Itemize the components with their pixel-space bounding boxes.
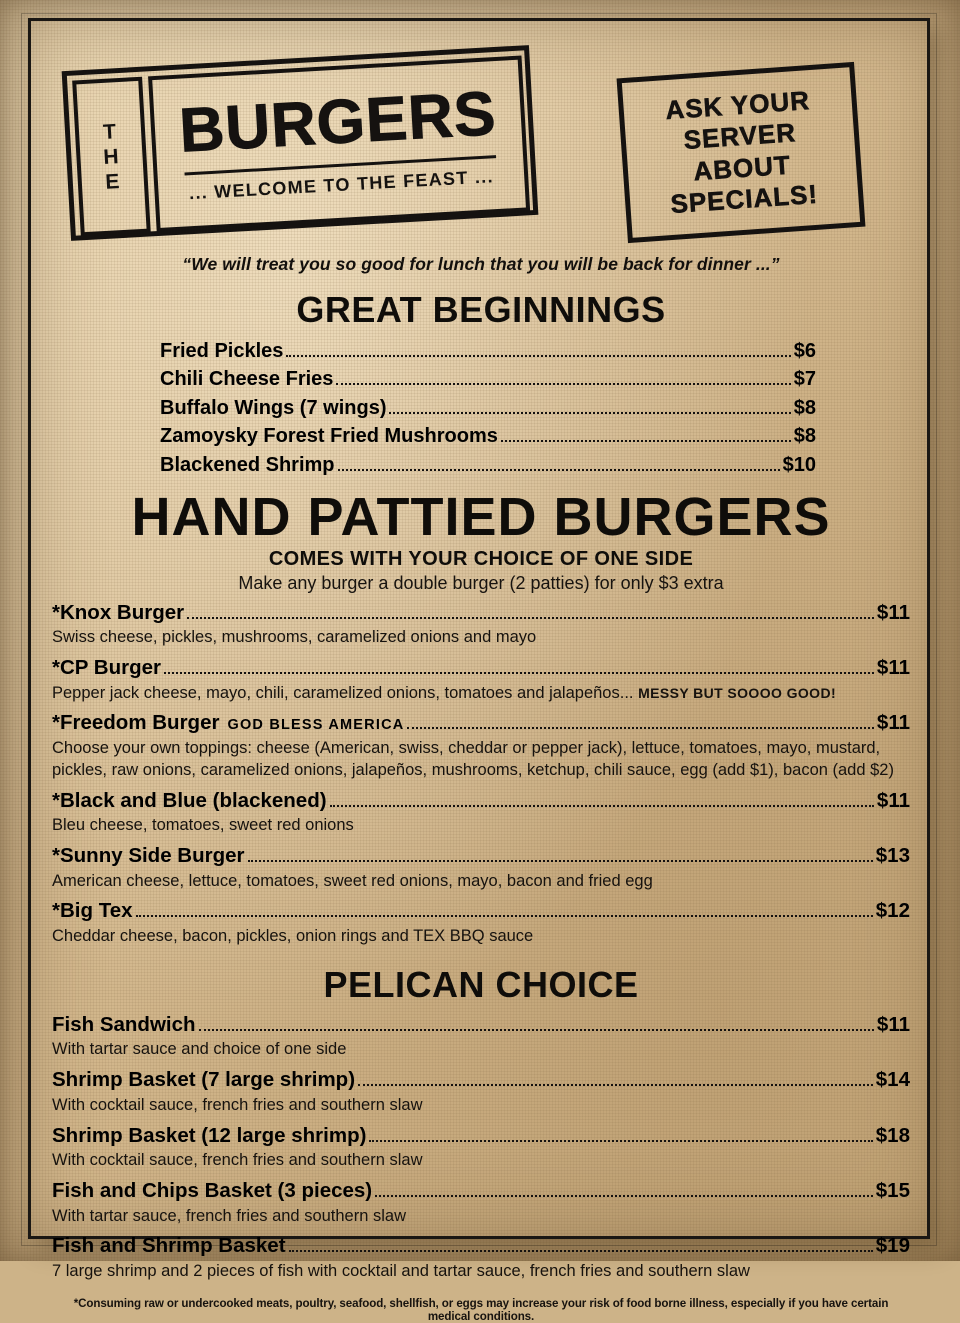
menu-item: [52, 1067, 910, 1116]
item-name: Blackened Shrimp: [160, 453, 335, 476]
logo-the-letter-e: E: [104, 169, 121, 194]
beginnings-list: [52, 337, 910, 479]
item-name: *CP Burger: [52, 656, 161, 680]
specials-line-2: SERVER: [682, 117, 798, 156]
menu-quote: “We will treat you so good for lunch that you will be back for dinner ...”: [182, 254, 780, 274]
leader-dots: [164, 672, 874, 674]
menu-item: [52, 1233, 910, 1282]
leader-dots: [407, 727, 873, 729]
leader-dots: [248, 860, 873, 862]
item-price: $10: [782, 453, 816, 476]
item-name: *Knox Burger: [52, 600, 185, 624]
menu-item: [160, 451, 816, 479]
leader-dots: [187, 617, 874, 619]
item-description: With tartar sauce and choice of one side: [52, 1040, 347, 1059]
item-description: 7 large shrimp and 2 pieces of fish with cocktail and tartar sauce, french fries and southern slaw: [52, 1262, 750, 1281]
item-price: $14: [875, 1068, 910, 1092]
menu-item: [52, 1012, 910, 1061]
item-price: $11: [876, 1012, 910, 1036]
leader-dots: [330, 805, 874, 807]
item-name: *Big Tex: [52, 899, 133, 923]
leader-dots: [501, 440, 791, 442]
leader-dots: [336, 383, 790, 385]
leader-dots: [286, 355, 790, 357]
item-price: $15: [875, 1179, 910, 1203]
item-description: With cocktail sauce, french fries and southern slaw: [52, 1095, 423, 1114]
item-price: $6: [793, 340, 816, 362]
item-price: $8: [793, 425, 816, 448]
logo-tagline: ... WELCOME TO THE FEAST ...: [188, 166, 495, 204]
item-description-text: Pepper jack cheese, mayo, chili, caramelized onions, tomatoes and jalapeños...: [52, 683, 639, 702]
menu-item: [52, 898, 910, 947]
item-name: Shrimp Basket (12 large shrimp): [52, 1123, 367, 1147]
menu-item: [52, 1123, 910, 1172]
specials-line-4: SPECIALS!: [669, 178, 819, 219]
item-description-emphasis: MESSY BUT SOOOO GOOD!: [638, 684, 837, 701]
item-description: Swiss cheese, pickles, mushrooms, caramelized onions and mayo: [52, 628, 537, 647]
menu-item: [160, 365, 816, 393]
menu-item: [160, 422, 816, 450]
menu-item: [52, 600, 910, 649]
specials-stamp: [617, 62, 866, 243]
menu-item: [52, 655, 910, 704]
leader-dots: [375, 1195, 873, 1197]
pelican-list: [52, 1012, 910, 1283]
leader-dots: [199, 1029, 874, 1031]
logo-wordmark: BURGERS: [177, 79, 499, 166]
item-price: $18: [875, 1123, 910, 1147]
item-description: [52, 683, 910, 705]
item-price: $13: [875, 844, 910, 868]
item-description: Bleu cheese, tomatoes, sweet red onions: [52, 816, 354, 835]
leader-dots: [389, 412, 790, 414]
item-name: Fish and Chips Basket (3 pieces): [52, 1179, 373, 1203]
burgers-list: [52, 600, 910, 948]
item-price: $7: [793, 368, 816, 391]
menu-item: [52, 1178, 910, 1227]
menu-header: [52, 40, 910, 240]
item-description: With cocktail sauce, french fries and southern slaw: [52, 1151, 423, 1170]
menu-item: [52, 710, 910, 781]
item-description: With tartar sauce, french fries and southern slaw: [52, 1206, 406, 1225]
item-price: $19: [875, 1234, 910, 1258]
item-name: Fish and Shrimp Basket: [52, 1234, 286, 1258]
logo-the-letter-t: T: [102, 119, 118, 144]
menu-item: [52, 788, 910, 837]
specials-line-3: ABOUT: [692, 149, 792, 186]
leader-dots: [338, 469, 780, 471]
item-price: $12: [875, 899, 910, 923]
burgers-subtitle: COMES WITH YOUR CHOICE OF ONE SIDE: [268, 547, 694, 570]
item-badge: GOD BLESS AMERICA: [227, 717, 405, 734]
item-name: *Freedom Burger: [52, 711, 220, 735]
menu-item: [160, 337, 816, 365]
item-description: American cheese, lettuce, tomatoes, sweet red onions, mayo, bacon and fried egg: [52, 871, 653, 890]
item-name: Shrimp Basket (7 large shrimp): [52, 1068, 356, 1092]
section-title-pelican: PELICAN CHOICE: [323, 963, 639, 1005]
logo-the-letter-h: H: [102, 144, 121, 169]
item-name: *Sunny Side Burger: [52, 844, 245, 868]
burgers-note: Make any burger a double burger (2 patties) for only $3 extra: [238, 572, 724, 593]
burgers-logo: [62, 45, 539, 241]
section-title-beginnings: GREAT BEGINNINGS: [296, 289, 666, 330]
leader-dots: [289, 1250, 873, 1252]
section-title-burgers: HAND PATTIED BURGERS: [131, 486, 831, 547]
item-price: $8: [793, 396, 816, 419]
logo-main-box: [148, 56, 530, 233]
specials-line-1: ASK YOUR: [664, 85, 811, 126]
menu-item: [52, 843, 910, 892]
item-price: $11: [876, 656, 910, 680]
item-price: $11: [876, 711, 910, 735]
leader-dots: [136, 915, 873, 917]
item-price: $11: [876, 788, 910, 812]
item-name: Chili Cheese Fries: [160, 368, 334, 391]
item-name: Buffalo Wings (7 wings): [160, 396, 387, 419]
item-name: Fish Sandwich: [52, 1012, 196, 1036]
item-name: Fried Pickles: [160, 340, 284, 362]
logo-the-box: [72, 77, 151, 237]
item-description: Choose your own toppings: cheese (American, swiss, cheddar or pepper jack), lettuce, tomatoes, mayo, mustard, pickles, raw onions, caramelized onions, jalapeños, mushrooms, ketchup, chili sauce, egg (add $1), bacon (add $2): [52, 739, 894, 779]
item-name: Zamoysky Forest Fried Mushrooms: [160, 425, 498, 448]
leader-dots: [369, 1140, 872, 1142]
item-price: $11: [876, 600, 910, 624]
menu-item: [160, 394, 816, 422]
item-description: Cheddar cheese, bacon, pickles, onion rings and TEX BBQ sauce: [52, 927, 534, 946]
leader-dots: [358, 1084, 873, 1086]
menu-footnote: *Consuming raw or undercooked meats, poultry, seafood, shellfish, or eggs may increase your risk of food borne illness, especially if you have certain medical conditions.: [73, 1296, 889, 1323]
menu-content: [52, 40, 910, 1323]
item-name: *Black and Blue (blackened): [52, 788, 327, 812]
